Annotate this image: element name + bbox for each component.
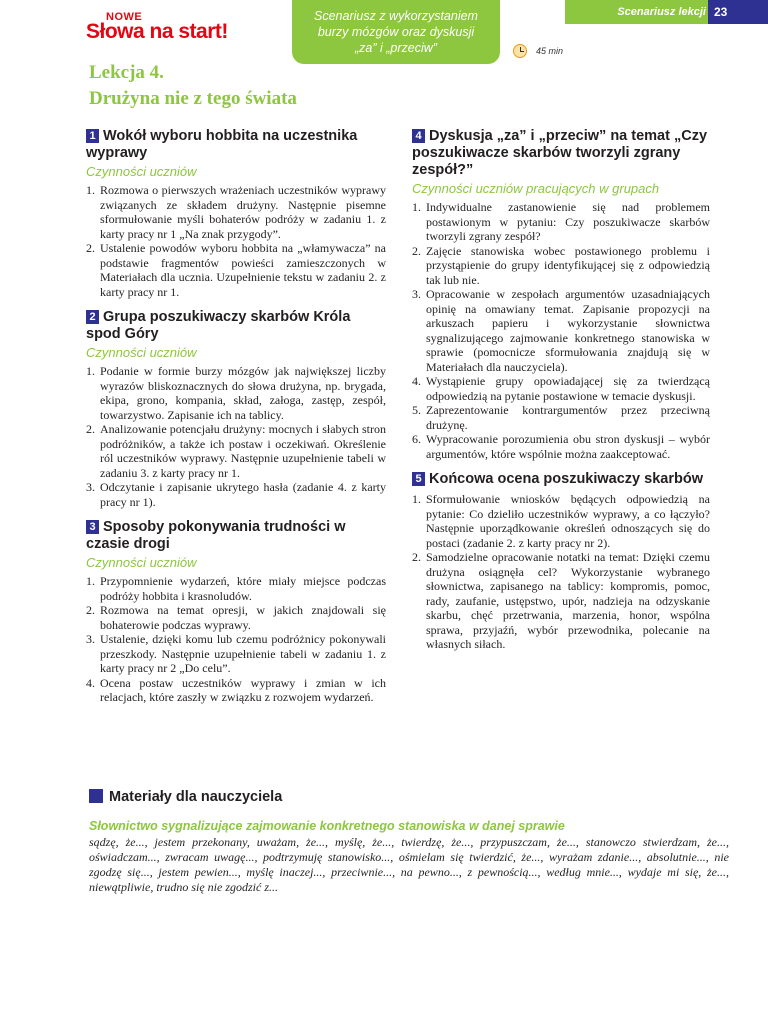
list-item-text: Zaprezentowanie kontrargumentów przez przeciwną drużynę. [426,403,710,432]
list-item-text: Odczytanie i zapisanie ukrytego hasła (zadanie 4. z karty pracy nr 1). [100,480,386,509]
list-item-number: 3. [86,632,95,646]
list-item-text: Zajęcie stanowiska wobec postawionego problemu i przystąpienie do grupy identyfikującej się z odpowiedzią tak lub nie. [426,243,710,287]
section-subtitle: Czynności uczniów [86,555,197,570]
activity-list [412,492,710,652]
list-item [86,422,386,480]
list-item-text: Rozmowa o pierwszych wrażeniach uczestników wyprawy związanych ze składem drużyny. Następnie pisemne sformułowanie myśli bohaterów podróży w zadaniu 1. z karty pracy nr 1 „Na znak przygody”. [100,183,386,241]
section-title [86,519,386,553]
list-item-text: Analizowanie potencjału drużyny: mocnych i słabych stron podróżników, a także ich postaw i oczekiwań. Określenie ról uczestników wyprawy. Następnie uzupełnienie tabeli w zadaniu 3. z karty pracy nr 1. [100,422,386,480]
list-item [86,574,386,603]
lesson-section [86,309,386,509]
section-number: 5 [412,472,425,486]
list-item [86,183,386,241]
section-title [412,128,710,179]
list-item-number: 2. [412,550,421,564]
list-item-text: Rozmowa na temat opresji, w jakich znajdowali się bohaterowie podczas wyprawy. [100,603,386,632]
section-title-text: Dyskusja „za” i „przeciw” na temat „Czy poszukiwacze skarbów tworzyli zgrany zespół?” [412,128,708,178]
list-item [86,241,386,299]
materials-title-text: Materiały dla nauczyciela [109,789,283,805]
scenario-line: burzy mózgów oraz dyskusji [317,25,475,39]
activity-list [86,364,386,509]
list-item-number: 1. [86,183,95,197]
duration: 45 min [536,46,564,56]
logo-nowe: NOWE [106,11,143,23]
list-item-number: 6. [412,432,421,446]
list-item [86,480,386,509]
list-item [412,403,710,432]
list-item [412,287,710,374]
list-item [412,200,710,244]
page-number: 23 [708,0,768,24]
list-item-text: Podanie w formie burzy mózgów jak największej liczby wyrazów bliskoznacznych do słowa drużyna, np. brygada, ekipa, grono, kompania, skład, załoga, zastęp, zespół, towarzystwo. Zapisanie ich na tablicy. [100,364,386,422]
section-title-text: Sposoby pokonywania trudności w czasie drogi [86,519,346,552]
list-item-text: Ustalenie, dzięki komu lub czemu podróżnicy pokonywali przeszkody. Następnie uzupełnienie tabeli w zadaniu 1. z karty pracy nr 2 „Do celu”. [100,632,386,675]
list-item-text: Samodzielne opracowanie notatki na temat: Dzięki czemu drużyna osiągnęła cel? Wykorzystanie wybranego słownictwa, zapisanego na tablicy: kompromis, pomoc, rady, zaufanie, ustępstwo, upór, nadzieja na odzyskanie skarbu, chęć przetrwania, marzenia, honor, wspólna sprawa, przyjaźń, wybór przewodnika, polecanie na własnych siłach. [426,550,710,651]
materials-title [89,789,729,805]
section-title [86,128,386,162]
list-item-number: 2. [86,603,95,617]
list-item-number: 5. [412,403,421,417]
logo-brand: Słowa na start! [86,20,228,43]
left-column [86,128,386,715]
list-item-number: 1. [412,492,421,506]
activity-list [412,200,710,461]
clock-icon [513,44,527,58]
list-item-text: Przypomnienie wydarzeń, które miały miejsce podczas podróży hobbita i krasnoludów. [100,574,386,603]
materials-subtitle: Słownictwo sygnalizujące zajmowanie konkretnego stanowiska w danej sprawie [89,819,565,833]
materials-text: sądzę, że..., jestem przekonany, uważam, że..., myślę, że..., twierdzę, że..., przypuszczam, że..., stanowczo stwierdzam, że..., oświadczam..., zwracam uwagę..., podtrzymuję stanowisko..., ośmielam się twierdzić, że..., wyrażam zdanie..., absolutnie..., nie zgodzę się..., jestem pewien..., myślę inaczej..., przeciwnie..., na pewno..., z pewnością..., według mnie..., wydaje mi się, że..., niewątpliwie, trudno się nie zgodzić z... [89,835,729,894]
list-item-number: 4. [412,374,421,388]
list-item [86,676,386,705]
top-bar [565,0,768,24]
list-item-number: 3. [412,287,421,301]
section-title-text: Końcowa ocena poszukiwaczy skarbów [429,471,703,487]
section-number: 4 [412,129,425,143]
lesson-section [412,471,710,652]
scenario-line: „za” i „przeciw” [355,41,437,55]
right-column [412,128,710,662]
section-number: 1 [86,129,99,143]
list-item-number: 3. [86,480,95,494]
list-item [412,374,710,403]
lesson-section [412,128,710,461]
list-item [412,432,710,461]
scenario-banner [292,0,500,64]
square-icon [89,789,103,803]
list-item [86,603,386,632]
section-subtitle: Czynności uczniów [86,345,197,360]
list-item-text: Wypracowanie porozumienia obu stron dyskusji – wybór argumentów, które wspólnie można zaakceptować. [426,432,710,461]
list-item [412,492,710,550]
list-item-text: Ustalenie powodów wyboru hobbita na „włamywacza” na podstawie fragmentów powieści zamieszczonych w Materiałach dla ucznia. Uzupełnienie tekstu w zadaniu 2. z karty pracy nr 1. [100,241,386,299]
activity-list [86,183,386,299]
list-item [412,244,710,288]
teacher-materials [89,789,729,895]
lesson-section [86,128,386,299]
list-item-number: 1. [412,200,421,214]
lesson-title: Drużyna nie z tego świata [89,88,297,109]
list-item [86,364,386,422]
lesson-section [86,519,386,705]
list-item-number: 2. [86,241,95,255]
section-label: Scenariusz lekcji [617,6,706,18]
list-item-number: 4. [86,675,95,690]
list-item [86,632,386,676]
section-number: 2 [86,310,99,324]
section-subtitle: Czynności uczniów pracujących w grupach [412,181,660,196]
section-number: 3 [86,520,99,534]
section-title [86,309,386,343]
list-item-number: 2. [86,422,95,436]
section-title-text: Wokół wyboru hobbita na uczestnika wyprawy [86,128,358,161]
list-item-number: 1. [86,574,95,588]
list-item-text: Wystąpienie grupy opowiadającej się za twierdzącą odpowiedzią na pytanie postawione w temacie dyskusji. [426,374,710,403]
section-subtitle: Czynności uczniów [86,164,197,179]
section-title-text: Grupa poszukiwaczy skarbów Króla spod Góry [86,309,351,342]
list-item [412,550,710,652]
list-item-text: Ocena postaw uczestników wyprawy i zmian w ich relacjach, które zaszły w związku z rozwojem wydarzeń. [100,675,386,704]
list-item-text: Opracowanie w zespołach argumentów uzasadniających opinię na omawiany temat. Zapisanie propozycji na arkuszach papieru i wykorzystanie słownictwa sygnalizującego zajmowanie konkretnego stanowiska w sprawie (pomocnicze sformułowania znajdują się w Materiałach dla nauczyciela). [426,287,710,374]
list-item-number: 2. [412,243,421,258]
lesson-heading [89,60,297,112]
scenario-line: Scenariusz z wykorzystaniem [314,9,478,23]
activity-list [86,574,386,705]
section-title [412,471,710,488]
list-item-text: Indywidualne zastanowienie się nad problemem postawionym w pytaniu: Czy poszukiwacze skarbów tworzyli zgrany zespół? [426,200,710,243]
lesson-number: Lekcja 4. [89,62,164,83]
list-item-text: Sformułowanie wniosków będących odpowiedzią na pytanie: Co dzieliło uczestników wyprawy, a co łączyło? Następnie uporządkowanie określeń odnoszących się do postaci (zadanie 2. z karty pracy nr 2). [426,492,710,550]
list-item-number: 1. [86,364,95,378]
